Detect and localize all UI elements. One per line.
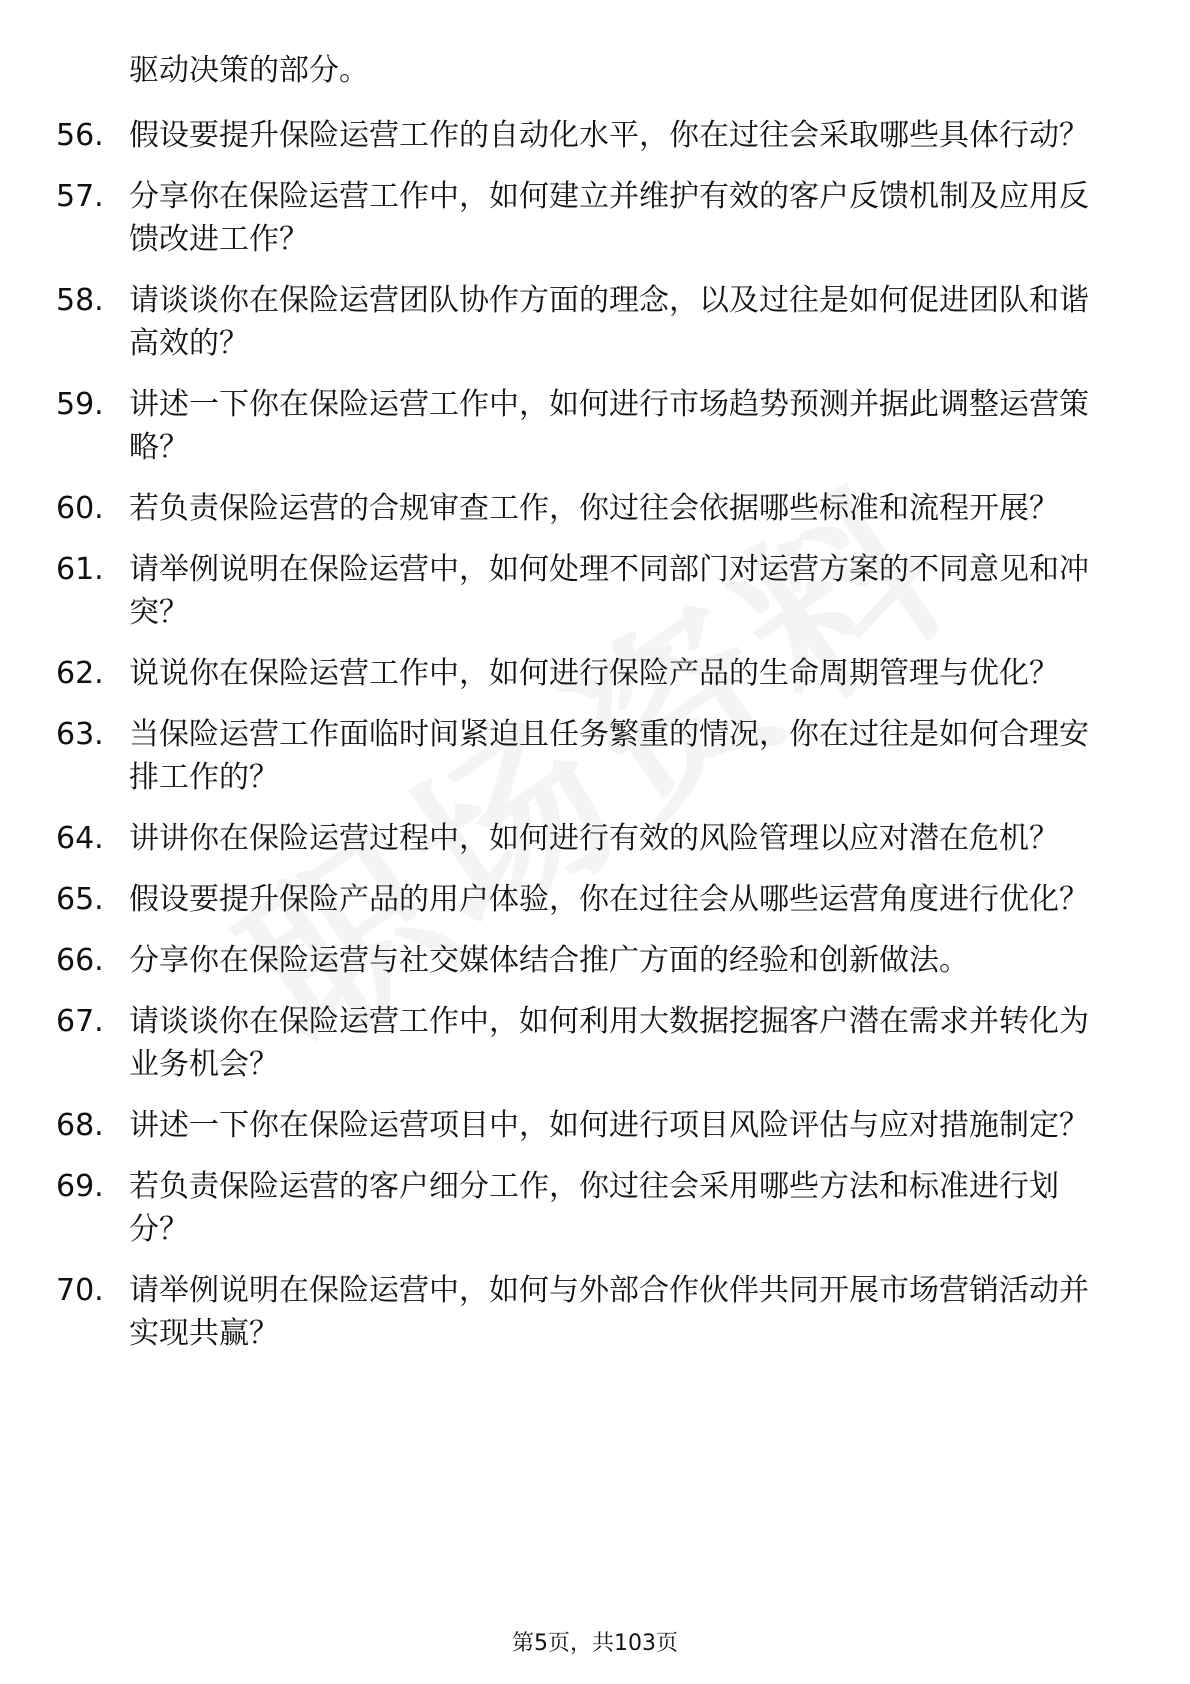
item-number: 64. [56, 821, 104, 856]
question-list [56, 114, 1116, 1373]
list-item [56, 487, 1116, 530]
item-number: 66. [56, 943, 104, 978]
item-text: 讲讲你在保险运营过程中，如何进行有效的风险管理以应对潜在危机？ [129, 821, 1059, 856]
item-number: 58. [56, 283, 104, 318]
item-text: 请谈谈你在保险运营工作中，如何利用大数据挖掘客户潜在需求并转化为业务机会？ [129, 1004, 1089, 1082]
item-number: 68. [56, 1108, 104, 1143]
item-number: 63. [56, 717, 104, 752]
item-text: 请举例说明在保险运营中，如何处理不同部门对运营方案的不同意见和冲突？ [129, 552, 1089, 630]
item-text: 分享你在保险运营工作中，如何建立并维护有效的客户反馈机制及应用反馈改进工作？ [129, 179, 1089, 257]
item-number: 67. [56, 1004, 104, 1039]
item-text: 请谈谈你在保险运营团队协作方面的理念，以及过往是如何促进团队和谐高效的？ [129, 283, 1089, 361]
item-text: 分享你在保险运营与社交媒体结合推广方面的经验和创新做法。 [129, 943, 969, 978]
item-number: 65. [56, 882, 104, 917]
list-item [56, 713, 1116, 799]
item-number: 61. [56, 552, 104, 587]
list-item [56, 1104, 1116, 1147]
item-text: 请举例说明在保险运营中，如何与外部合作伙伴共同开展市场营销活动并实现共赢？ [129, 1273, 1089, 1351]
item-number: 59. [56, 387, 104, 422]
list-item [56, 383, 1116, 469]
item-number: 69. [56, 1169, 104, 1204]
item-text: 说说你在保险运营工作中，如何进行保险产品的生命周期管理与优化？ [129, 656, 1059, 691]
item-number: 57. [56, 179, 104, 214]
page-number-footer: 第5页，共103页 [512, 1631, 678, 1656]
item-text: 讲述一下你在保险运营工作中，如何进行市场趋势预测并据此调整运营策略？ [129, 387, 1089, 465]
list-item [56, 1000, 1116, 1086]
list-item [56, 279, 1116, 365]
item-text: 假设要提升保险运营工作的自动化水平，你在过往会采取哪些具体行动？ [129, 118, 1089, 153]
item-text: 当保险运营工作面临时间紧迫且任务繁重的情况，你在过往是如何合理安排工作的？ [129, 717, 1089, 795]
list-item [56, 817, 1116, 860]
list-item [56, 548, 1116, 634]
item-number: 60. [56, 491, 104, 526]
continuation-text: 驱动决策的部分。 [129, 53, 369, 88]
item-text: 若负责保险运营的合规审查工作，你过往会依据哪些标准和流程开展？ [129, 491, 1059, 526]
list-item [56, 175, 1116, 261]
item-number: 70. [56, 1273, 104, 1308]
list-item [56, 652, 1116, 695]
list-item [56, 1269, 1116, 1355]
list-item [56, 114, 1116, 157]
item-text: 假设要提升保险产品的用户体验，你在过往会从哪些运营角度进行优化？ [129, 882, 1089, 917]
item-text: 讲述一下你在保险运营项目中，如何进行项目风险评估与应对措施制定？ [129, 1108, 1089, 1143]
item-number: 62. [56, 656, 104, 691]
list-item [56, 878, 1116, 921]
list-item [56, 1165, 1116, 1251]
item-number: 56. [56, 118, 104, 153]
list-item [56, 939, 1116, 982]
item-text: 若负责保险运营的客户细分工作，你过往会采用哪些方法和标准进行划分？ [129, 1169, 1059, 1247]
